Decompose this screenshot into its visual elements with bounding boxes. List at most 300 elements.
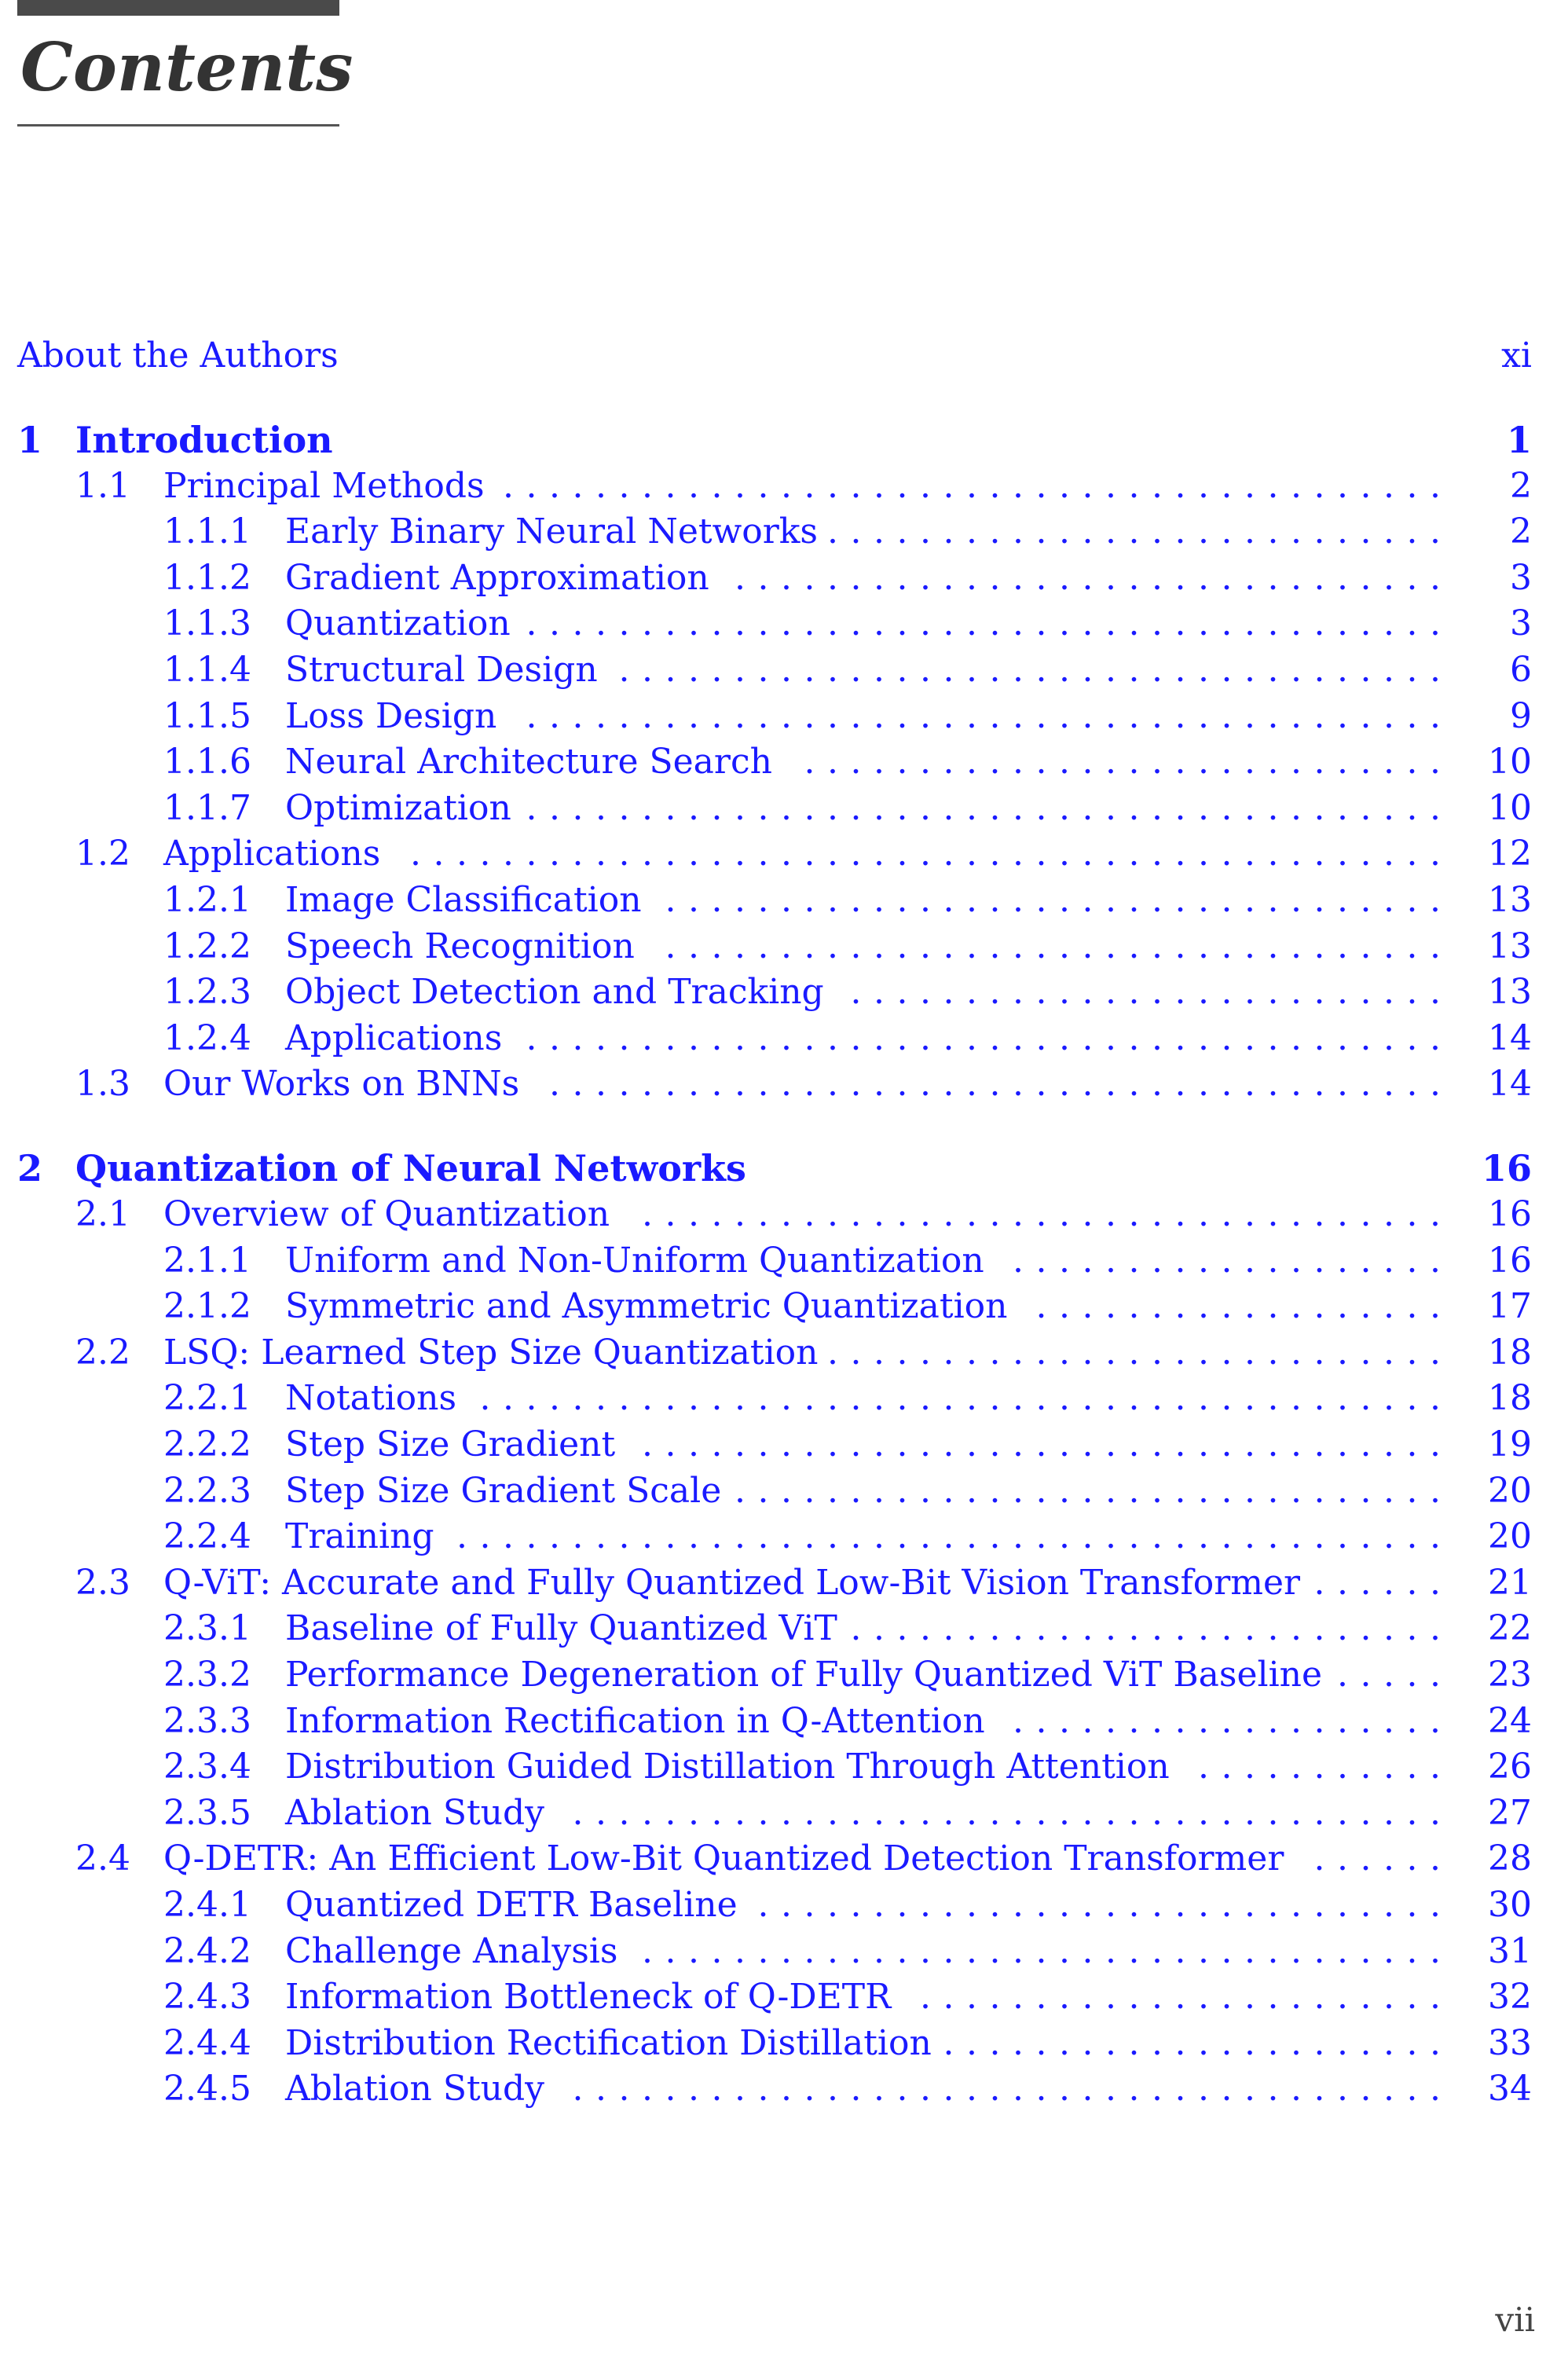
leader-dot: . [1291, 1792, 1302, 1833]
leader-dot: . [1198, 1194, 1209, 1234]
leader-dot: . [1291, 742, 1302, 783]
leader-dot: . [781, 557, 792, 598]
leader-dot: . [1082, 1286, 1094, 1327]
leader-dot: . [989, 465, 1001, 506]
leader-dot: . [1267, 1977, 1279, 2018]
leader-dot: . [943, 1608, 954, 1649]
leader-dot: . [618, 1064, 630, 1105]
leader-dot: . [526, 603, 537, 644]
leader-dot: . [757, 1064, 769, 1105]
leader-dot: . [572, 1792, 584, 1833]
leader-dot: . [966, 972, 977, 1013]
toc-entry-2-4-2[interactable] [0, 1929, 1568, 1974]
leader-dot: . [1174, 1378, 1186, 1419]
leader-dot: . [1174, 972, 1186, 1013]
leader-dot: . [1267, 926, 1279, 966]
toc-entry-2-3-1[interactable] [0, 1606, 1568, 1651]
leader-dot: . [896, 1378, 908, 1419]
leader-dot: . [1291, 2069, 1302, 2110]
toc-entry-number: 2.3.1 [163, 1608, 251, 1649]
leader-dot: . [1430, 926, 1441, 966]
leader-dot: . [642, 1792, 653, 1833]
leader-dot: . [966, 1378, 977, 1419]
leader-dot: . [1174, 1240, 1186, 1281]
toc-entry-2-4-5[interactable] [0, 2066, 1568, 2112]
toc-entry-2-4-3[interactable] [0, 1974, 1568, 2020]
leader-dot: . [1152, 603, 1163, 644]
toc-entry-2-4-1[interactable] [0, 1882, 1568, 1928]
toc-entry-number: 1.2.1 [163, 880, 251, 920]
leader-dot: . [1174, 1608, 1186, 1649]
leader-dot: . [665, 834, 676, 874]
leader-dot: . [1291, 650, 1302, 690]
leader-dot: . [1059, 1424, 1070, 1464]
leader-dot: . [688, 1064, 699, 1105]
toc-entry-title: Optimization [285, 787, 511, 828]
leader-dot: . [595, 695, 606, 736]
leader-dot: . [1267, 2069, 1279, 2110]
leader-dot: . [735, 1378, 746, 1419]
leader-dot: . [688, 1792, 699, 1833]
leader-dot: . [966, 650, 977, 690]
leader-dot: . [688, 1424, 699, 1464]
leader-dot: . [1174, 1470, 1186, 1511]
leader-dot: . [1082, 511, 1094, 552]
toc-entry-page: 34 [1488, 2069, 1532, 2110]
leader-dot: . [1313, 1700, 1325, 1741]
leader-dot: . [618, 1017, 630, 1058]
leader-dot: . [1383, 1064, 1394, 1105]
leader-dot: . [966, 1332, 977, 1373]
leader-dot: . [1244, 1332, 1255, 1373]
leader-dot: . [1291, 465, 1302, 506]
leader-dot: . [1105, 2069, 1116, 2110]
leader-dot: . [874, 1516, 885, 1557]
leader-dot: . [1337, 1747, 1348, 1787]
leader-dot: . [735, 1017, 746, 1058]
toc-entry-2[interactable] [0, 1146, 1568, 1191]
leader-dot: . [618, 2069, 630, 2110]
leader-dot: . [827, 1470, 838, 1511]
leader-dot: . [1221, 880, 1233, 920]
toc-entry-title: Overview of Quantization [163, 1194, 610, 1234]
leader-dot: . [1244, 1017, 1255, 1058]
leader-dot: . [989, 557, 1001, 598]
leader-dot: . [688, 1194, 699, 1234]
toc-entry-page: 23 [1488, 1655, 1532, 1695]
leader-dot: . [1244, 1747, 1255, 1787]
leader-dot: . [1035, 1930, 1047, 1971]
leader-dot: . [549, 1017, 560, 1058]
toc-entry-number: 1.2.3 [163, 972, 251, 1013]
toc-entry-2-1[interactable] [0, 1192, 1568, 1237]
leader-dot: . [433, 834, 445, 874]
toc-entry-1[interactable] [0, 417, 1568, 463]
leader-dot: . [642, 1017, 653, 1058]
leader-dot: . [1360, 465, 1372, 506]
toc-entry-2-2-4[interactable] [0, 1514, 1568, 1560]
leader-dot: . [1337, 926, 1348, 966]
leader-dot: . [874, 1885, 885, 1925]
toc-entry-1-1-5[interactable] [0, 694, 1568, 739]
leader-dot: . [595, 787, 606, 828]
leader-dot: . [1198, 650, 1209, 690]
leader-dot: . [1013, 1885, 1024, 1925]
leader-dot: . [711, 1017, 723, 1058]
leader-dot: . [1035, 972, 1047, 1013]
leader-dot: . [1152, 1286, 1163, 1327]
toc-entry-page: 32 [1488, 1977, 1532, 2018]
leader-dot: . [642, 465, 653, 506]
leader-dot: . [688, 1516, 699, 1557]
leader-dot: . [1059, 603, 1070, 644]
leader-dot: . [1059, 1930, 1070, 1971]
leader-dot: . [1313, 1470, 1325, 1511]
leader-dot: . [1105, 1792, 1116, 1833]
leader-dot: . [804, 650, 815, 690]
leader-dot: . [1291, 511, 1302, 552]
leader-dot: . [1059, 1286, 1070, 1327]
toc-entry-page: 14 [1488, 1064, 1532, 1105]
toc-entry-2-3[interactable] [0, 1560, 1568, 1606]
leader-dot: . [943, 834, 954, 874]
toc-entry-2-3-4[interactable] [0, 1744, 1568, 1790]
leader-dot: . [1198, 742, 1209, 783]
leader-dot: . [618, 465, 630, 506]
toc-entry-about-the-authors[interactable] [0, 333, 1568, 379]
toc-entry-page: 33 [1488, 2022, 1532, 2063]
toc-entry-page: 18 [1488, 1378, 1532, 1419]
leader-dot: . [1267, 511, 1279, 552]
leader-dot: . [827, 1792, 838, 1833]
leader-dot: . [1128, 1885, 1140, 1925]
leader-dot: . [850, 742, 862, 783]
leader-dot: . [1128, 557, 1140, 598]
leader-dot: . [1244, 1700, 1255, 1741]
leader-dot: . [572, 1017, 584, 1058]
leader-dot: . [757, 787, 769, 828]
leader-dot: . [850, 1792, 862, 1833]
leader-dot: . [1383, 880, 1394, 920]
leader-dot: . [1013, 972, 1024, 1013]
leader-dot: . [896, 1332, 908, 1373]
leader-dot: . [503, 834, 514, 874]
leader-dot: . [1406, 1977, 1418, 2018]
leader-dot: . [1152, 880, 1163, 920]
leader-dot: . [1059, 1977, 1070, 2018]
leader-dot: . [1291, 603, 1302, 644]
leader-dot: . [1267, 1747, 1279, 1787]
toc-entry-1-1-1[interactable] [0, 509, 1568, 555]
leader-dot: . [1221, 695, 1233, 736]
leader-dot: . [1383, 1608, 1394, 1649]
leader-dot: . [1430, 1930, 1441, 1971]
leader-dot: . [896, 1930, 908, 1971]
leader-dot: . [1152, 1470, 1163, 1511]
leader-dot: . [1313, 1608, 1325, 1649]
leader-dot: . [896, 834, 908, 874]
toc-entry-number: 2 [17, 1147, 43, 1190]
toc-entry-1-1-7[interactable] [0, 786, 1568, 831]
leader-dot: . [1059, 1700, 1070, 1741]
toc-entry-2-4-4[interactable] [0, 2021, 1568, 2066]
toc-entry-number: 1.1.7 [163, 787, 251, 828]
leader-dot: . [1430, 1017, 1441, 1058]
leader-dot: . [874, 1930, 885, 1971]
leader-dot: . [572, 695, 584, 736]
leader-dot: . [1430, 603, 1441, 644]
leader-dot: . [1174, 1700, 1186, 1741]
leader-dot: . [1059, 1064, 1070, 1105]
toc-entry-number: 1.1 [75, 465, 130, 506]
leader-dot: . [1406, 1064, 1418, 1105]
leader-dot: . [874, 695, 885, 736]
leader-dot: . [1035, 1332, 1047, 1373]
leader-dot: . [1198, 1792, 1209, 1833]
leader-dot: . [827, 1332, 838, 1373]
toc-entry-page: 28 [1488, 1838, 1532, 1879]
leader-dot: . [1360, 926, 1372, 966]
leader-dot: . [1430, 557, 1441, 598]
leader-dot: . [1174, 834, 1186, 874]
leader-dot: . [850, 787, 862, 828]
leader-dot: . [1198, 1017, 1209, 1058]
leader-dot: . [688, 880, 699, 920]
leader-dot: . [1244, 1064, 1255, 1105]
leader-dot: . [1360, 603, 1372, 644]
leader-dot: . [1221, 1378, 1233, 1419]
leader-dot: . [1198, 926, 1209, 966]
leader-dot: . [688, 1930, 699, 1971]
leader-dot: . [1059, 2022, 1070, 2063]
leader-dot: . [1313, 1930, 1325, 1971]
leader-dot: . [1313, 1424, 1325, 1464]
toc-entry-2-3-3[interactable] [0, 1699, 1568, 1744]
leader-dot: . [757, 2069, 769, 2110]
leader-dot: . [781, 2069, 792, 2110]
leader-dot: . [896, 1516, 908, 1557]
leader-dot: . [989, 1930, 1001, 1971]
leader-dot: . [688, 1378, 699, 1419]
leader-dot: . [1035, 511, 1047, 552]
leader-dot: . [618, 603, 630, 644]
leader-dot: . [1430, 465, 1441, 506]
leader-dot: . [1152, 2022, 1163, 2063]
leader-dot: . [1267, 1700, 1279, 1741]
leader-dot: . [781, 1792, 792, 1833]
leader-dot: . [874, 1017, 885, 1058]
leader-dot: . [1430, 972, 1441, 1013]
leader-dot: . [1105, 511, 1116, 552]
toc-entry-page: 13 [1488, 972, 1532, 1013]
leader-dot: . [781, 465, 792, 506]
toc-entry-2-2-2[interactable] [0, 1422, 1568, 1468]
leader-dot: . [549, 1516, 560, 1557]
toc-entry-2-4[interactable] [0, 1836, 1568, 1882]
toc-entry-2-2[interactable] [0, 1330, 1568, 1376]
leader-dot: . [1360, 1240, 1372, 1281]
leader-dot: . [920, 695, 931, 736]
leader-dot: . [1244, 1470, 1255, 1511]
toc-entry-title: Speech Recognition [285, 926, 635, 966]
leader-dot: . [1035, 787, 1047, 828]
leader-dot: . [1198, 834, 1209, 874]
leader-dot: . [549, 1064, 560, 1105]
leader-dot: . [410, 834, 421, 874]
toc-entry-title: Uniform and Non-Uniform Quantization [285, 1240, 984, 1281]
leader-dot: . [989, 926, 1001, 966]
leader-dot: . [1383, 787, 1394, 828]
leader-dot: . [1360, 1332, 1372, 1373]
leader-dot: . [1383, 1700, 1394, 1741]
leader-dot: . [1174, 511, 1186, 552]
leader-dot: . [850, 972, 862, 1013]
leader-dot: . [1337, 1194, 1348, 1234]
leader-dot: . [1198, 1378, 1209, 1419]
leader-dot: . [1082, 972, 1094, 1013]
leader-dot: . [1174, 1194, 1186, 1234]
leader-dot: . [1221, 1286, 1233, 1327]
leader-dot: . [896, 1194, 908, 1234]
leader-dot: . [1337, 1562, 1348, 1603]
toc-entry-title: Distribution Rectification Distillation [285, 2022, 932, 2063]
leader-dot: . [1313, 557, 1325, 598]
leader-dot: . [1082, 834, 1094, 874]
leader-dot: . [642, 834, 653, 874]
toc-entry-1-2-1[interactable] [0, 878, 1568, 923]
toc-entry-1-2-3[interactable] [0, 970, 1568, 1015]
leader-dot: . [1082, 465, 1094, 506]
leader-dot: . [1082, 1516, 1094, 1557]
toc-entry-2-2-1[interactable] [0, 1376, 1568, 1421]
toc-entry-1-2-4[interactable] [0, 1016, 1568, 1061]
leader-dot: . [1221, 511, 1233, 552]
leader-dot: . [1174, 880, 1186, 920]
toc-entry-1-2-2[interactable] [0, 924, 1568, 970]
leader-dot: . [896, 1424, 908, 1464]
toc-entry-1-1[interactable] [0, 464, 1568, 509]
leader-dot: . [1059, 1608, 1070, 1649]
leader-dot: . [1198, 1516, 1209, 1557]
leader-dot: . [1360, 742, 1372, 783]
toc-entry-number: 1.1.5 [163, 695, 251, 736]
toc-entry-1-3[interactable] [0, 1061, 1568, 1107]
leader-dot: . [1059, 1240, 1070, 1281]
leader-dot: . [1152, 1516, 1163, 1557]
leader-dot: . [1082, 1017, 1094, 1058]
toc-entry-number: 1.1.4 [163, 650, 251, 690]
leader-dot: . [595, 1516, 606, 1557]
toc-entry-2-3-5[interactable] [0, 1791, 1568, 1836]
leader-dot: . [966, 1516, 977, 1557]
leader-dot: . [896, 1064, 908, 1105]
leader-dot: . [1059, 926, 1070, 966]
toc-entry-title: Step Size Gradient [285, 1424, 616, 1464]
leader-dot: . [1128, 1378, 1140, 1419]
leader-dot: . [1406, 1700, 1418, 1741]
leader-dot: . [735, 1064, 746, 1105]
toc-entry-2-2-3[interactable] [0, 1468, 1568, 1514]
leader-dot: . [1082, 1194, 1094, 1234]
leader-dot: . [989, 742, 1001, 783]
leader-dot: . [943, 2069, 954, 2110]
leader-dot: . [966, 1424, 977, 1464]
leader-dot: . [1383, 1885, 1394, 1925]
toc-entry-page: 20 [1488, 1516, 1532, 1557]
leader-dot: . [943, 1194, 954, 1234]
toc-entry-1-2[interactable] [0, 831, 1568, 877]
leader-dot: . [595, 603, 606, 644]
leader-dot: . [1267, 1930, 1279, 1971]
leader-dot: . [989, 695, 1001, 736]
leader-dot: . [665, 1194, 676, 1234]
leader-dot: . [1360, 1194, 1372, 1234]
leader-dot: . [1082, 1064, 1094, 1105]
toc-entry-number: 2.3.5 [163, 1792, 251, 1833]
leader-dot: . [1291, 557, 1302, 598]
toc-entry-1-1-2[interactable] [0, 555, 1568, 601]
leader-dot: . [1337, 1332, 1348, 1373]
leader-dot: . [850, 880, 862, 920]
leader-dot: . [735, 1930, 746, 1971]
leader-dot: . [1337, 1516, 1348, 1557]
leader-dot: . [688, 787, 699, 828]
leader-dot: . [1430, 1240, 1441, 1281]
leader-dot: . [711, 880, 723, 920]
toc-entry-page: 21 [1488, 1562, 1532, 1603]
leader-dot: . [1128, 1608, 1140, 1649]
leader-dot: . [665, 1017, 676, 1058]
leader-dot: . [1244, 742, 1255, 783]
toc-entry-1-1-6[interactable] [0, 739, 1568, 785]
toc-entry-page: 20 [1488, 1470, 1532, 1511]
leader-dot: . [781, 787, 792, 828]
leader-dot: . [1128, 650, 1140, 690]
toc-entry-number: 1.1.6 [163, 742, 251, 783]
leader-dot: . [1267, 880, 1279, 920]
leader-dot: . [1082, 1608, 1094, 1649]
leader-dot: . [850, 1017, 862, 1058]
leader-dot: . [1082, 1332, 1094, 1373]
leader-dot: . [1406, 1286, 1418, 1327]
leader-dot: . [711, 787, 723, 828]
toc-entry-1-1-3[interactable] [0, 601, 1568, 647]
leader-dot: . [1082, 1792, 1094, 1833]
leader-dot: . [1152, 1240, 1163, 1281]
leader-dot: . [920, 1424, 931, 1464]
leader-dot: . [503, 1378, 514, 1419]
leader-dot: . [1337, 1424, 1348, 1464]
leader-dot: . [595, 1792, 606, 1833]
toc-entry-2-1-2[interactable] [0, 1284, 1568, 1329]
toc-entry-page: 6 [1510, 650, 1532, 690]
leader-dot: . [1360, 1378, 1372, 1419]
toc-entry-1-1-4[interactable] [0, 647, 1568, 693]
toc-entry-2-1-1[interactable] [0, 1238, 1568, 1284]
leader-dot: . [1313, 1378, 1325, 1419]
leader-dot: . [1152, 1064, 1163, 1105]
leader-dot: . [966, 880, 977, 920]
leader-dot: . [1406, 1885, 1418, 1925]
toc-entry-2-3-2[interactable] [0, 1652, 1568, 1698]
leader-dot: . [1082, 742, 1094, 783]
leader-dot: . [850, 1516, 862, 1557]
leader-dot: . [874, 1064, 885, 1105]
leader-dot: . [1360, 1608, 1372, 1649]
leader-dot: . [781, 1930, 792, 1971]
leader-dot: . [1337, 2022, 1348, 2063]
leader-dot: . [1244, 834, 1255, 874]
